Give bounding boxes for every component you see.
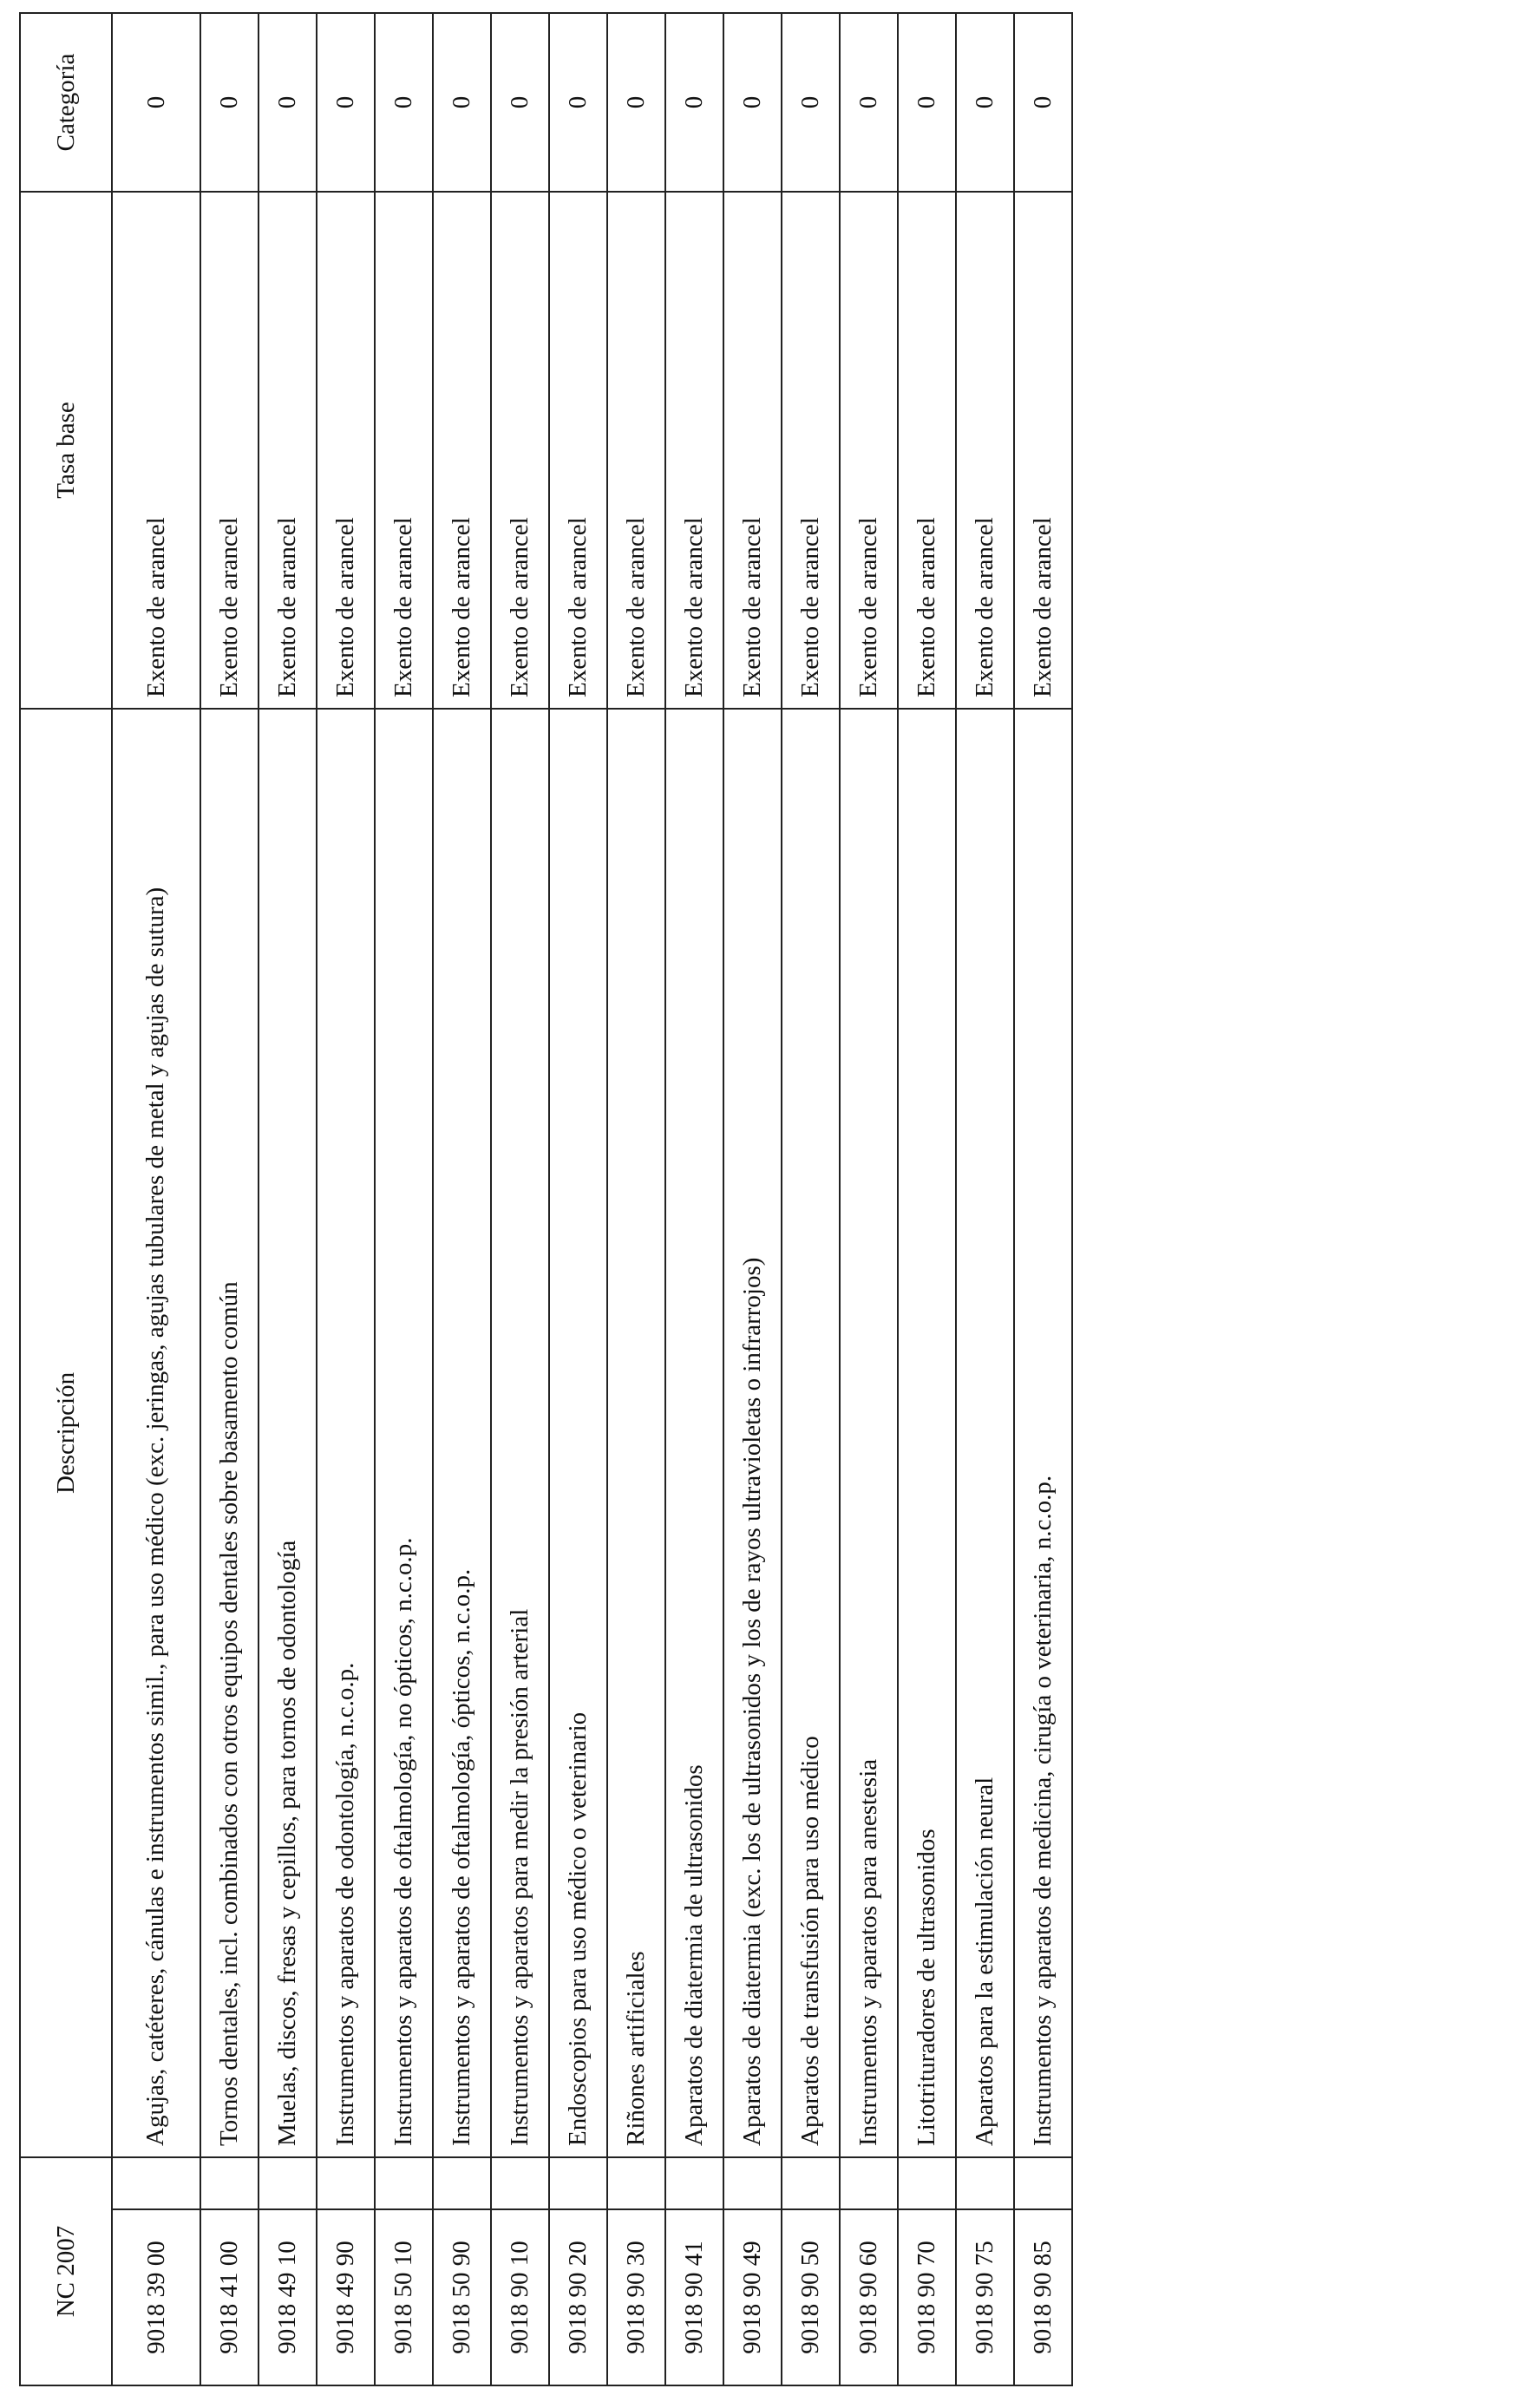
table-row (665, 13, 723, 2385)
cell-spacer (840, 2157, 898, 2209)
table-row (433, 13, 491, 2385)
cell-spacer (200, 2157, 259, 2209)
cell-tasa-base: Exento de arancel (956, 192, 1014, 709)
cell-nc-code: 9018 90 41 (665, 2209, 723, 2385)
cell-spacer (898, 2157, 956, 2209)
cell-spacer (491, 2157, 549, 2209)
cell-categoria: 0 (607, 13, 665, 192)
cell-nc-code: 9018 49 10 (259, 2209, 317, 2385)
cell-nc-code: 9018 49 90 (317, 2209, 375, 2385)
cell-spacer (607, 2157, 665, 2209)
cell-descripcion: Aparatos de transfusión para uso médico (782, 709, 840, 2157)
cell-descripcion: Instrumentos y aparatos de medicina, cirugía o veterinaria, n.c.o.p. (1014, 709, 1072, 2157)
cell-tasa-base: Exento de arancel (607, 192, 665, 709)
cell-tasa-base: Exento de arancel (200, 192, 259, 709)
cell-descripcion: Instrumentos y aparatos de odontología, n.c.o.p. (317, 709, 375, 2157)
cell-tasa-base: Exento de arancel (723, 192, 782, 709)
cell-descripcion: Instrumentos y aparatos de oftalmología, ópticos, n.c.o.p. (433, 709, 491, 2157)
cell-categoria: 0 (840, 13, 898, 192)
table-row (1014, 13, 1072, 2385)
cell-tasa-base: Exento de arancel (898, 192, 956, 709)
cell-tasa-base: Exento de arancel (665, 192, 723, 709)
cell-nc-code: 9018 90 85 (1014, 2209, 1072, 2385)
cell-nc-code: 9018 90 75 (956, 2209, 1014, 2385)
table-row (491, 13, 549, 2385)
table-row (782, 13, 840, 2385)
cell-nc-code: 9018 90 20 (549, 2209, 607, 2385)
tariff-table (19, 12, 1073, 2386)
cell-descripcion: Aparatos de diatermia de ultrasonidos (665, 709, 723, 2157)
table-row (956, 13, 1014, 2385)
cell-tasa-base: Exento de arancel (259, 192, 317, 709)
cell-spacer (112, 2157, 200, 2209)
table-row (549, 13, 607, 2385)
cell-spacer (549, 2157, 607, 2209)
cell-spacer (375, 2157, 433, 2209)
cell-categoria: 0 (723, 13, 782, 192)
cell-nc-code: 9018 90 50 (782, 2209, 840, 2385)
cell-descripcion: Tornos dentales, incl. combinados con otros equipos dentales sobre basamento común (200, 709, 259, 2157)
cell-tasa-base: Exento de arancel (433, 192, 491, 709)
cell-tasa-base: Exento de arancel (840, 192, 898, 709)
cell-spacer (723, 2157, 782, 2209)
cell-categoria: 0 (1014, 13, 1072, 192)
cell-categoria: 0 (112, 13, 200, 192)
header-row (20, 13, 112, 2385)
cell-spacer (782, 2157, 840, 2209)
header-categoria: Categoría (20, 13, 112, 192)
cell-nc-code: 9018 90 49 (723, 2209, 782, 2385)
cell-categoria: 0 (898, 13, 956, 192)
cell-nc-code: 9018 50 90 (433, 2209, 491, 2385)
cell-descripcion: Agujas, catéteres, cánulas e instrumentos simil., para uso médico (exc. jeringas, agujas tubulares de metal y agujas de sutura) (112, 709, 200, 2157)
table-body (112, 13, 1072, 2385)
header-descripcion: Descripción (20, 709, 112, 2157)
cell-categoria: 0 (782, 13, 840, 192)
table-row (317, 13, 375, 2385)
cell-nc-code: 9018 41 00 (200, 2209, 259, 2385)
cell-categoria: 0 (259, 13, 317, 192)
cell-categoria: 0 (665, 13, 723, 192)
cell-tasa-base: Exento de arancel (549, 192, 607, 709)
table-row (200, 13, 259, 2385)
cell-spacer (665, 2157, 723, 2209)
table-row (723, 13, 782, 2385)
cell-categoria: 0 (549, 13, 607, 192)
table-row (898, 13, 956, 2385)
cell-categoria: 0 (375, 13, 433, 192)
cell-spacer (1014, 2157, 1072, 2209)
cell-nc-code: 9018 90 10 (491, 2209, 549, 2385)
cell-tasa-base: Exento de arancel (375, 192, 433, 709)
cell-tasa-base: Exento de arancel (112, 192, 200, 709)
table-row (840, 13, 898, 2385)
cell-nc-code: 9018 90 30 (607, 2209, 665, 2385)
table-row (607, 13, 665, 2385)
cell-tasa-base: Exento de arancel (782, 192, 840, 709)
cell-descripcion: Litotrituradores de ultrasonidos (898, 709, 956, 2157)
header-tasa-base: Tasa base (20, 192, 112, 709)
cell-spacer (317, 2157, 375, 2209)
cell-categoria: 0 (200, 13, 259, 192)
cell-categoria: 0 (491, 13, 549, 192)
cell-descripcion: Endoscopios para uso médico o veterinario (549, 709, 607, 2157)
cell-categoria: 0 (317, 13, 375, 192)
cell-descripcion: Riñones artificiales (607, 709, 665, 2157)
cell-spacer (956, 2157, 1014, 2209)
table-row (112, 13, 200, 2385)
cell-descripcion: Muelas, discos, fresas y cepillos, para tornos de odontología (259, 709, 317, 2157)
cell-descripcion: Instrumentos y aparatos para anestesia (840, 709, 898, 2157)
cell-tasa-base: Exento de arancel (1014, 192, 1072, 709)
cell-spacer (259, 2157, 317, 2209)
cell-categoria: 0 (433, 13, 491, 192)
cell-nc-code: 9018 90 70 (898, 2209, 956, 2385)
table-row (259, 13, 317, 2385)
cell-tasa-base: Exento de arancel (317, 192, 375, 709)
cell-descripcion: Aparatos de diatermia (exc. los de ultrasonidos y los de rayos ultravioletas o infrarrojos) (723, 709, 782, 2157)
cell-spacer (433, 2157, 491, 2209)
cell-tasa-base: Exento de arancel (491, 192, 549, 709)
header-nc-2007: NC 2007 (20, 2157, 112, 2385)
cell-descripcion: Aparatos para la estimulación neural (956, 709, 1014, 2157)
cell-nc-code: 9018 50 10 (375, 2209, 433, 2385)
cell-descripcion: Instrumentos y aparatos de oftalmología, no ópticos, n.c.o.p. (375, 709, 433, 2157)
table-row (375, 13, 433, 2385)
cell-nc-code: 9018 39 00 (112, 2209, 200, 2385)
cell-descripcion: Instrumentos y aparatos para medir la presión arterial (491, 709, 549, 2157)
cell-categoria: 0 (956, 13, 1014, 192)
cell-nc-code: 9018 90 60 (840, 2209, 898, 2385)
